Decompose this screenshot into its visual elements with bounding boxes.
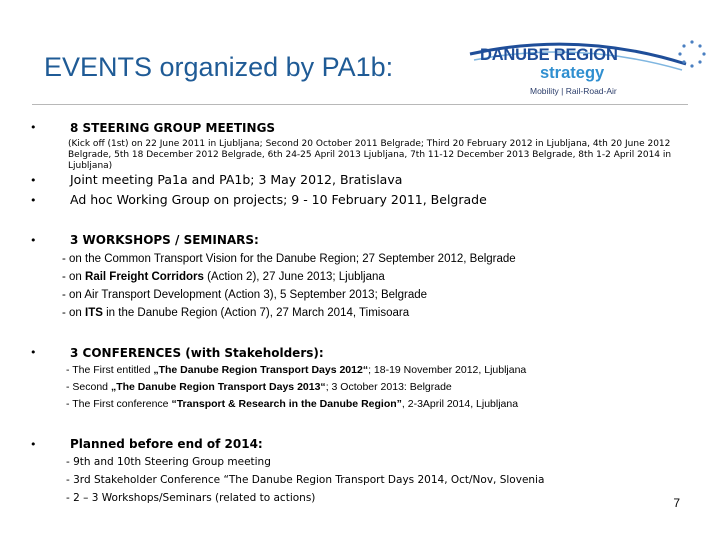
bullet: • [30,174,37,187]
bullet: • [30,438,37,451]
steering-heading: 8 STEERING GROUP MEETINGS [70,121,276,135]
logo-line-2: strategy [540,64,605,82]
workshop-item: - on the Common Transport Vision for the Danube Region; 27 September 2012, Belgrade [62,253,516,265]
page-number: 7 [673,496,680,510]
conference-item: - The First entitled „The Danube Region Transport Days 2012“; 18-19 November 2012, Ljubljana [66,364,527,376]
page-title: EVENTS organized by PA1b: [44,52,394,82]
planned-heading: Planned before end of 2014: [70,437,263,451]
adhoc-group: Ad hoc Working Group on projects; 9 - 10 February 2011, Belgrade [70,192,487,207]
bullet: • [30,121,37,134]
workshop-item: - on Rail Freight Corridors (Action 2), 27 June 2013; Ljubljana [62,271,385,283]
conference-item: - Second „The Danube Region Transport Days 2013“; 3 October 2013: Belgrade [66,381,452,393]
bullet: • [30,346,37,359]
logo-line-1: DANUBE REGION [480,46,618,64]
planned-item: - 2 – 3 Workshops/Seminars (related to actions) [66,492,316,504]
bullet: • [30,194,37,207]
conferences-heading: 3 CONFERENCES (with Stakeholders): [70,346,324,360]
steering-details: (Kick off (1st) on 22 June 2011 in Ljubljana; Second 20 October 2011 Belgrade; Third 20 February 2012 in Ljubljana, 4th 20 June 2012 Belgrade, 5th 18 December 2012 Belgrade, 6th 24-25 April 2013 Ljubljana, 7th 11-12 December 2013 Belgrade, 8th 1-2 April 2014 in Ljubljana) [68,139,672,171]
planned-item: - 3rd Stakeholder Conference “The Danube Region Transport Days 2014, Oct/Nov, Slovenia [66,474,545,486]
title-divider [32,104,688,105]
workshops-heading: 3 WORKSHOPS / SEMINARS: [70,233,259,247]
logo [468,34,716,106]
conference-item: - The First conference “Transport & Research in the Danube Region”, 2-3April 2014, Ljubljana [66,398,519,410]
workshop-item: - on ITS in the Danube Region (Action 7), 27 March 2014, Timisoara [62,307,410,319]
workshop-item: - on Air Transport Development (Action 3), 5 September 2013; Belgrade [62,289,428,301]
bullet: • [30,234,37,247]
joint-meeting: Joint meeting Pa1a and PA1b; 3 May 2012, Bratislava [70,172,403,187]
planned-item: - 9th and 10th Steering Group meeting [66,456,271,468]
logo-line-3: Mobility | Rail-Road-Air [530,86,617,96]
